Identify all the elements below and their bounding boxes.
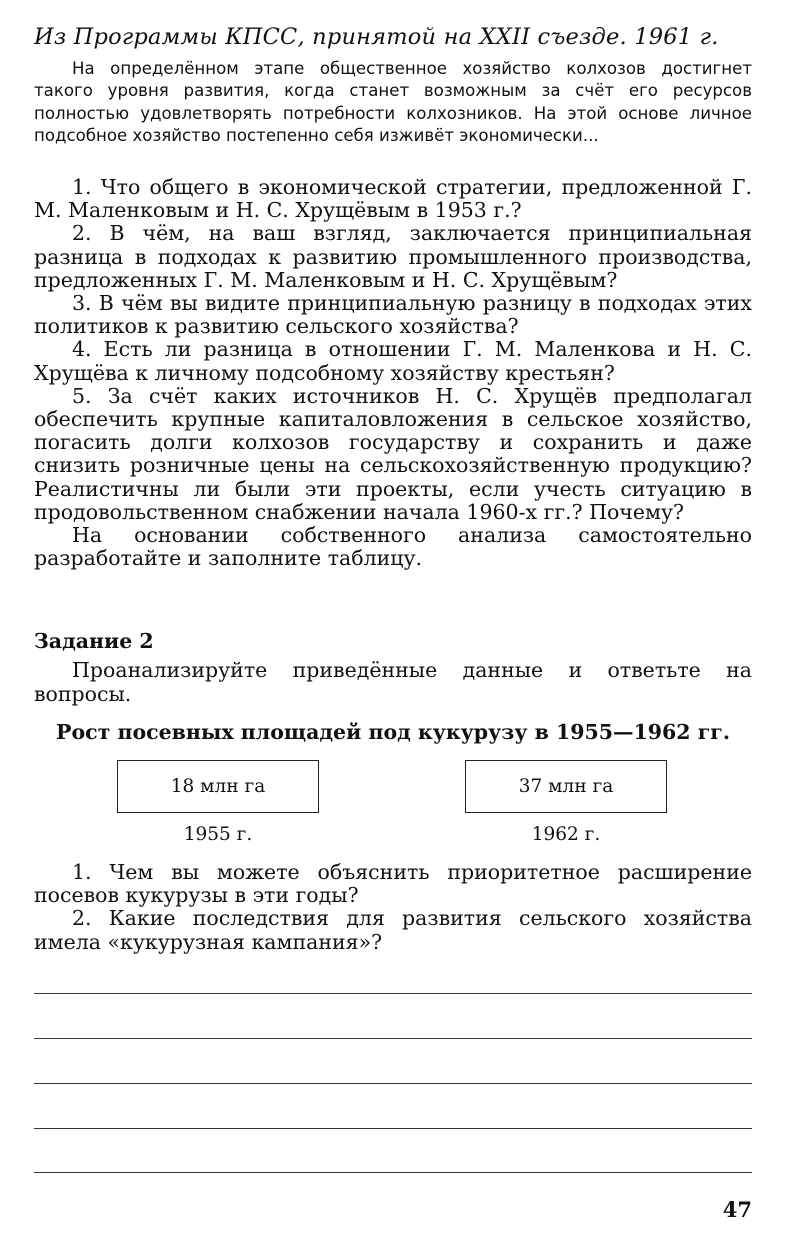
answer-line[interactable] <box>34 1128 752 1129</box>
value-1962: 37 млн га <box>518 776 614 797</box>
answer-line[interactable] <box>34 993 752 994</box>
value-box-1962 <box>465 760 667 813</box>
value-1955: 18 млн га <box>170 776 266 797</box>
task-intro <box>34 658 752 706</box>
year-label-1962: 1962 г. <box>531 824 601 845</box>
table-instruction: На основании собственного анализа самостоятельно разработайте и заполните таблицу. <box>34 523 752 571</box>
quote-excerpt <box>34 58 752 147</box>
question-2: 2. В чём, на ваш взгляд, заключается принципиальная разница в подходах к развитию промышленного производства, предложенных Г. М. Маленковым и Н. С. Хрущёвым? <box>34 221 752 292</box>
year-label-1955: 1955 г. <box>183 824 253 845</box>
question-list <box>34 176 752 570</box>
figure-title: Рост посевных площадей под кукурузу в 1955—1962 гг. <box>56 720 730 744</box>
question-4: 4. Есть ли разница в отношении Г. М. Маленкова и Н. С. Хрущёва к личному подсобному хозяйству крестьян? <box>34 337 752 385</box>
answer-line[interactable] <box>34 1172 752 1173</box>
answer-line[interactable] <box>34 1038 752 1039</box>
followup-question-list <box>34 861 752 954</box>
question-1: 1. Что общего в экономической стратегии, предложенной Г. М. Маленковым и Н. С. Хрущёвым в 1953 г.? <box>34 175 752 223</box>
page-number: 47 <box>722 1197 752 1222</box>
followup-question-1: 1. Чем вы можете объяснить приоритетное расширение посевов кукурузы в эти годы? <box>34 860 752 908</box>
followup-question-2: 2. Какие последствия для развития сельского хозяйства имела «кукурузная кампания»? <box>34 906 752 954</box>
answer-line[interactable] <box>34 1083 752 1084</box>
task-intro-text: Проанализируйте приведённые данные и ответьте на вопросы. <box>34 658 752 706</box>
question-3: 3. В чём вы видите принципиальную разницу в подходах этих политиков к развитию сельского хозяйства? <box>34 291 752 339</box>
quote-paragraph: На определённом этапе общественное хозяйство колхозов достигнет такого уровня развития, когда станет возможным за счёт его ресурсов полностью удовлетворять потребности колхозников. На этой основе личное подсобное хозяйство постепенно себя изживёт экономически... <box>34 59 752 145</box>
question-5: 5. За счёт каких источников Н. С. Хрущёв предполагал обеспечить крупные капиталовложения в сельское хозяйство, погасить долги колхозов государству и сохранить и даже снизить розничные цены на сельскохозяйственную продукцию? Реалистичны ли были эти проекты, если учесть ситуацию в продовольственном снабжении начала 1960-х гг.? Почему? <box>34 383 752 524</box>
task-heading: Задание 2 <box>34 629 154 653</box>
value-box-1955 <box>117 760 319 813</box>
quote-source-title: Из Программы КПСС, принятой на XXII съезде. 1961 г. <box>34 24 719 50</box>
